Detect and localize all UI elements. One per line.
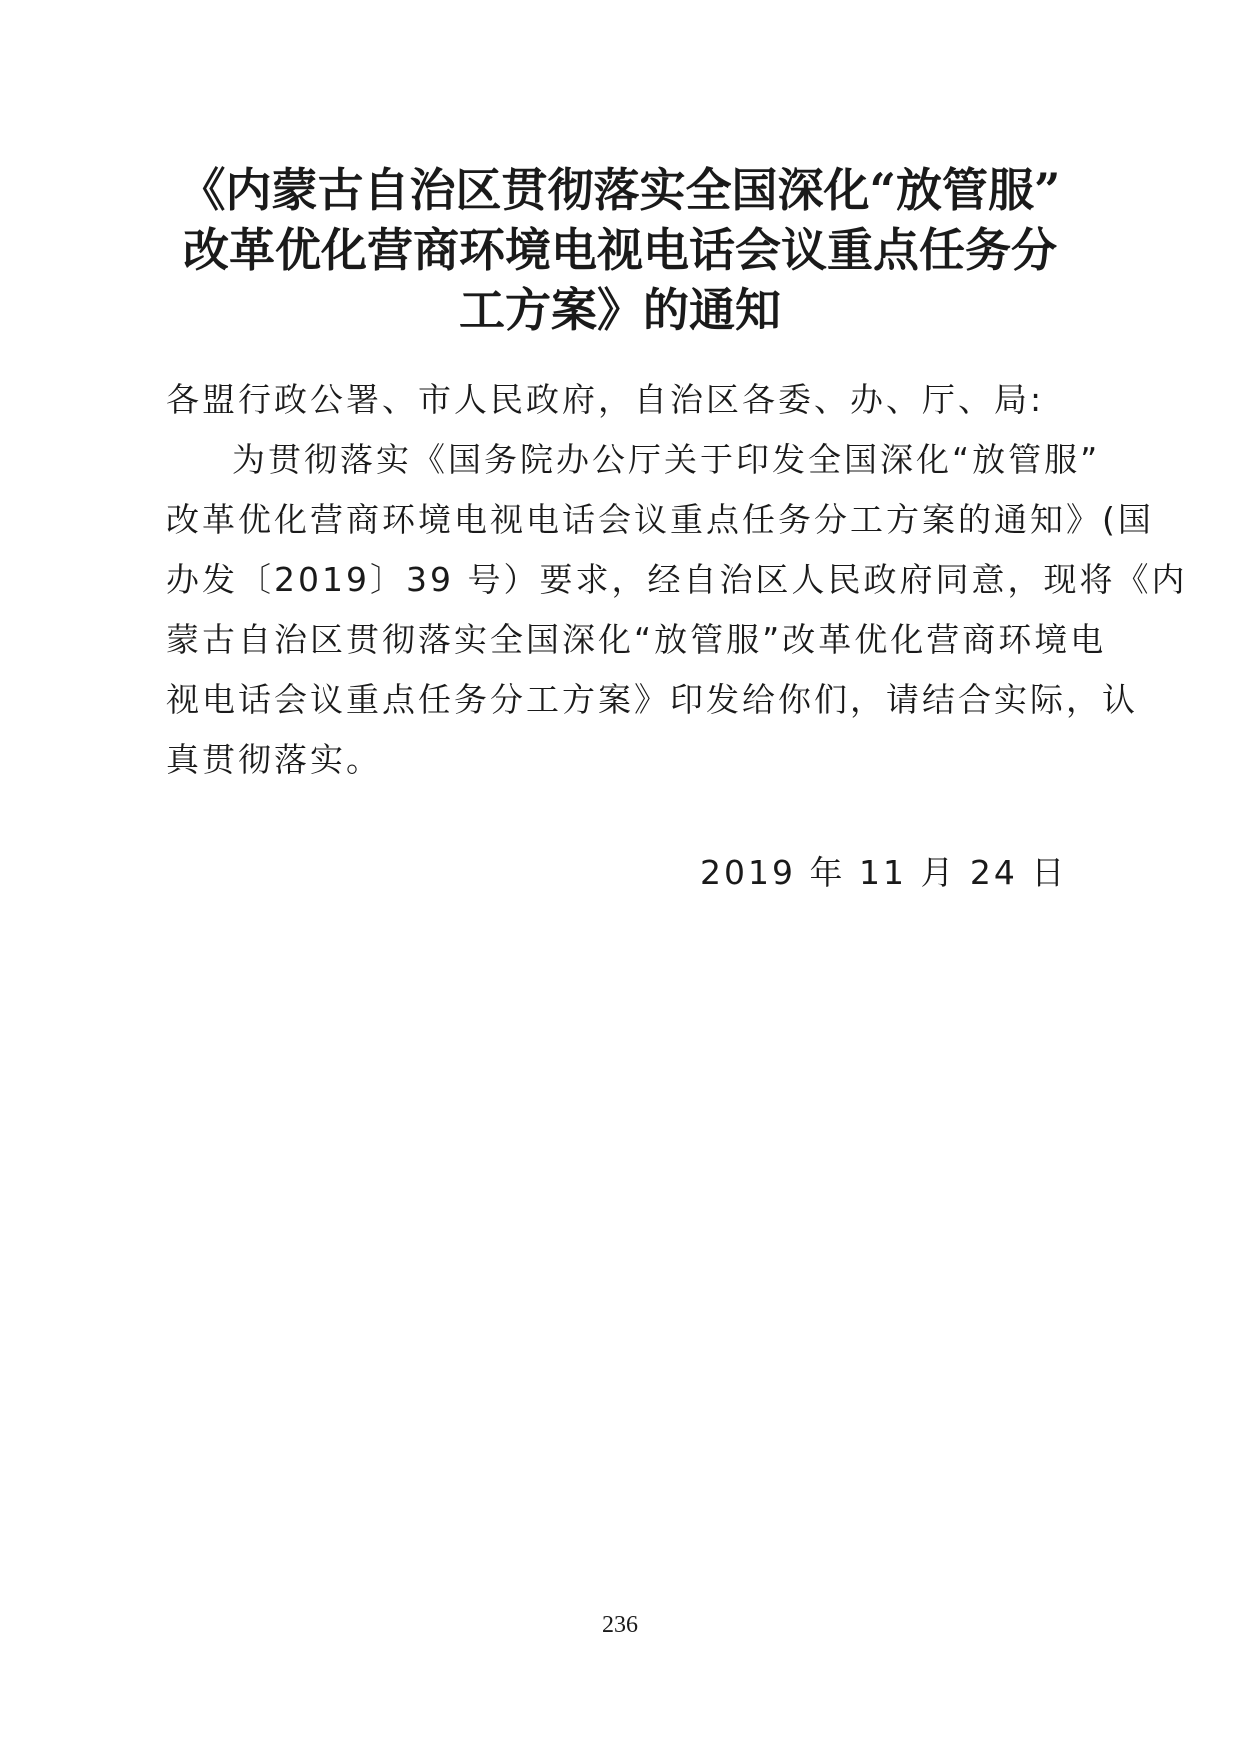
body-line-5: 视电话会议重点任务分工方案》印发给你们，请结合实际，认 (166, 680, 1138, 719)
page-number: 236 (602, 1612, 638, 1638)
title-line-3: 工方案》的通知 (459, 283, 781, 337)
body-line-1: 为贯彻落实《国务院办公厅关于印发全国深化“放管服” (232, 440, 1101, 479)
document-body (166, 370, 1188, 790)
salutation: 各盟行政公署、市人民政府，自治区各委、办、厅、局: (166, 380, 1045, 419)
body-line-2: 改革优化营商环境电视电话会议重点任务分工方案的通知》(国 (166, 500, 1154, 539)
body-line-3: 办发〔2019〕39 号）要求，经自治区人民政府同意，现将《内 (166, 560, 1188, 599)
body-line-6: 真贯彻落实。 (166, 740, 382, 779)
title-line-2: 改革优化营商环境电视电话会议重点任务分 (183, 223, 1057, 277)
title-line-1: 《内蒙古自治区贯彻落实全国深化“放管服” (179, 163, 1061, 217)
body-line-4: 蒙古自治区贯彻落实全国深化“放管服”改革优化营商环境电 (166, 620, 1107, 659)
document-date: 2019 年 11 月 24 日 (700, 853, 1068, 892)
document-title (150, 160, 1090, 340)
